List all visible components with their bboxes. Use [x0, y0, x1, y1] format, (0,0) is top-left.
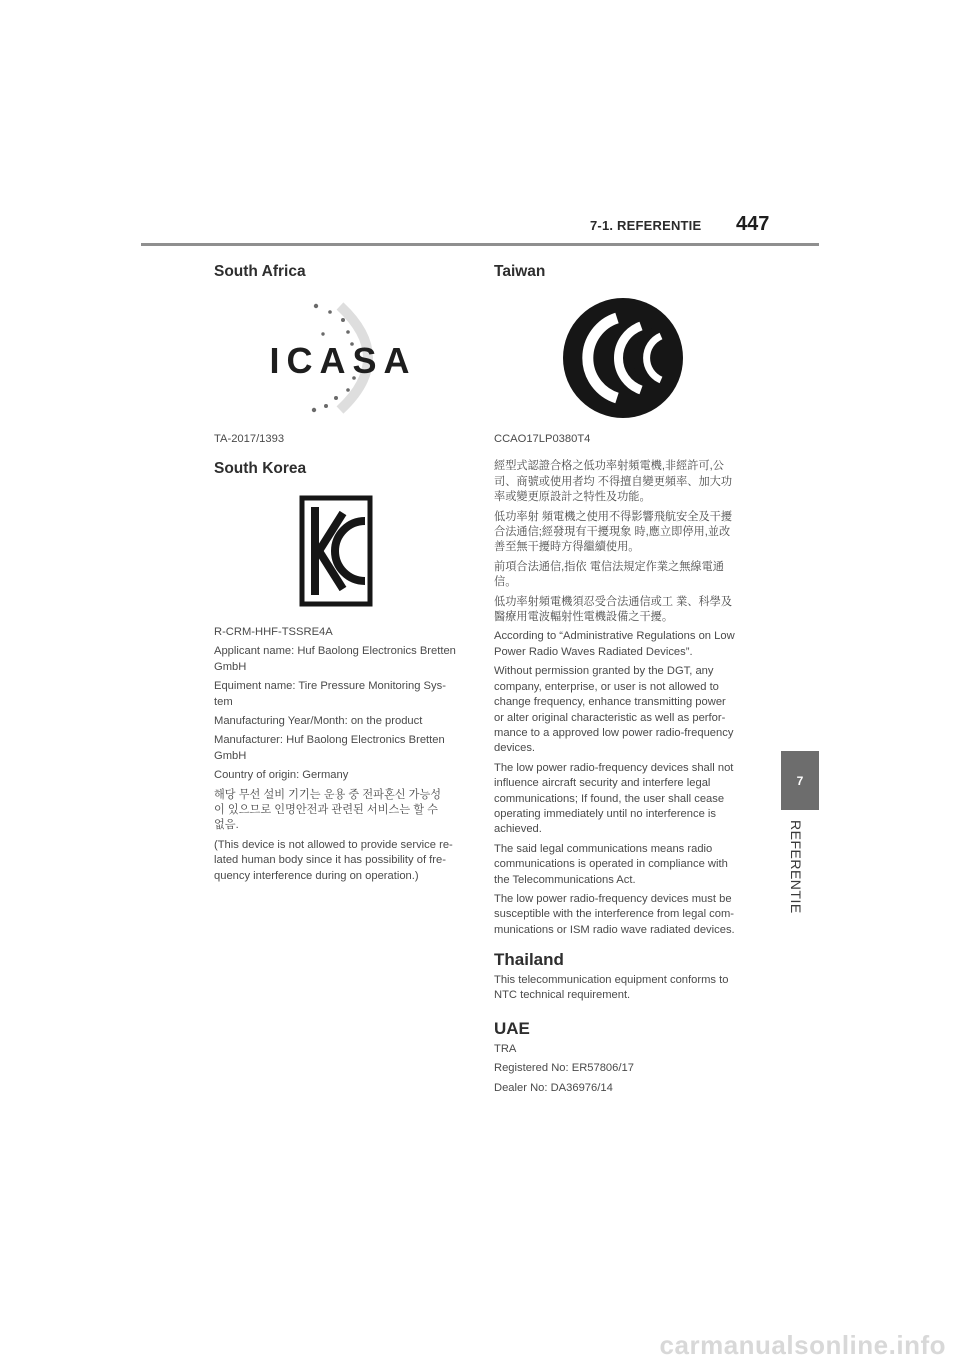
- south-korea-title: South Korea: [214, 460, 307, 477]
- header-rule: [141, 243, 819, 246]
- uae-authority: TRA: [494, 1043, 517, 1055]
- icasa-logo: [268, 298, 418, 420]
- kc-logo: [299, 495, 373, 607]
- chapter-tab[interactable]: 7: [781, 751, 819, 810]
- south-korea-equipment: Equiment name: Tire Pressure Monitoring Sys- tem: [214, 680, 446, 708]
- thailand-title: Thailand: [494, 950, 564, 969]
- taiwan-zh-paragraph-3: 前項合法通信,指依 電信法規定作業之無線電通 信。: [494, 560, 724, 589]
- icasa-logo-text: ICASA: [269, 340, 417, 381]
- south-africa-title: South Africa: [214, 263, 306, 280]
- ncc-logo-graphic: [561, 296, 687, 420]
- taiwan-en-paragraph-5: The low power radio-frequency devices must be susceptible with the interference from legal com- munications or ISM radio wave radiated devices.: [494, 892, 735, 936]
- site-watermark: carmanualsonline.info: [659, 1330, 946, 1360]
- south-africa-section: [214, 263, 466, 281]
- thailand-text: This telecommunication equipment conforms to NTC technical requirement.: [494, 974, 729, 1002]
- thailand-section: [494, 951, 752, 1004]
- taiwan-details: [494, 432, 752, 938]
- south-korea-code: R-CRM-HHF-TSSRE4A: [214, 626, 333, 638]
- south-africa-code: TA-2017/1393: [214, 433, 285, 445]
- uae-registered-number: Registered No: ER57806/17: [494, 1062, 634, 1075]
- taiwan-title: Taiwan: [494, 263, 546, 280]
- taiwan-en-paragraph-1: According to “Administrative Regulations on Low Power Radio Waves Radiated Devices”.: [494, 630, 735, 658]
- uae-dealer-number: Dealer No: DA36976/14: [494, 1081, 613, 1094]
- icasa-logo-graphic: [268, 298, 418, 420]
- taiwan-en-paragraph-3: The low power radio-frequency devices shall not influence aircraft security and interfere legal communications; If found, the user shall cease operating immediately until no interference is achieved.: [494, 761, 734, 836]
- uae-title: UAE: [494, 1019, 530, 1038]
- south-korea-korean-notice: 해당 무선 설비 기기는 운용 중 전파혼신 가능성 이 있으므로 인명안전과 관련된 서비스는 할 수 없음.: [214, 788, 442, 832]
- uae-section: [494, 1020, 752, 1096]
- chapter-header: 7-1. REFERENTIE: [590, 218, 702, 233]
- south-korea-details: [214, 625, 466, 884]
- south-korea-translation: (This device is not allowed to provide service re- lated human body since it has possibility of fre- quency interference during on operation.): [214, 838, 453, 882]
- taiwan-zh-paragraph-1: 經型式認證合格之低功率射頻電機,非經許可,公 司、商號或使用者均 不得擅自變更頻率、加大功 率或變更原設計之特性及功能。: [494, 460, 733, 504]
- taiwan-zh-paragraph-2: 低功率射 頻電機之使用不得影響飛航安全及干擾 合法通信;經發現有干擾現象 時,應立即停用,並改 善至無干擾時方得繼續使用。: [494, 510, 733, 554]
- chapter-side-label: REFERENTIE: [788, 820, 804, 914]
- ncc-logo: [561, 296, 687, 420]
- taiwan-en-paragraph-4: The said legal communications means radio communications is operated in compliance with the Telecommunications Act.: [494, 842, 728, 886]
- page-number: 447: [736, 213, 770, 235]
- south-korea-manufacturing: Manufacturing Year/Month: on the product: [214, 715, 423, 728]
- kc-logo-graphic: [299, 495, 373, 607]
- taiwan-code: CCAO17LP0380T4: [494, 433, 591, 445]
- kc-logo-text: KC: [335, 555, 337, 556]
- taiwan-en-paragraph-2: Without permission granted by the DGT, any company, enterprise, or user is not allowed to change frequency, enhance transmitting power or alter original characteristic as well as perfor- mance to a approved low power radio-frequency devices.: [494, 665, 734, 755]
- south-korea-manufacturer: Manufacturer: Huf Baolong Electronics Bretten GmbH: [214, 734, 445, 762]
- taiwan-zh-paragraph-4: 低功率射頻電機須忍受合法通信或工 業、科學及 醫療用電波輻射性電機設備之干擾。: [494, 595, 733, 624]
- south-korea-applicant: Applicant name: Huf Baolong Electronics Bretten GmbH: [214, 645, 456, 673]
- south-korea-country: Country of origin: Germany: [214, 769, 349, 782]
